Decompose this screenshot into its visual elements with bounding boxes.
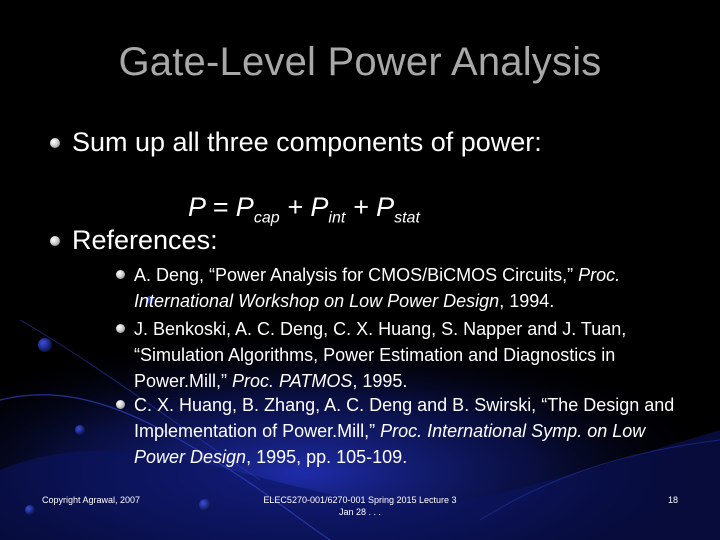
- reference-item: A. Deng, “Power Analysis for CMOS/BiCMOS Circuits,” Proc. International Workshop on Low Power Design, 1994.: [116, 262, 686, 314]
- sub-bullet-dot-icon: [116, 270, 125, 279]
- bullet-text: Sum up all three components of power:: [72, 127, 542, 157]
- footer-course-info: [230, 494, 490, 518]
- sub-bullet-dot-icon: [116, 324, 125, 333]
- equation-lhs: P: [188, 192, 206, 222]
- equation-plus: +: [345, 192, 377, 222]
- equation-term: P: [376, 192, 395, 222]
- sub-bullet-dot-icon: [116, 400, 125, 409]
- power-equation: [188, 192, 420, 227]
- slide-title: Gate-Level Power Analysis: [118, 40, 602, 84]
- bullet-dot-icon: [50, 138, 60, 148]
- reference-item: J. Benkoski, A. C. Deng, C. X. Huang, S. Napper and J. Tuan, “Simulation Algorithms, Power Estimation and Diagnostics in Power.Mill,” Proc. PATMOS, 1995.: [116, 316, 686, 394]
- equation-sub-stat: stat: [394, 209, 420, 227]
- equation-plus: +: [279, 192, 311, 222]
- bullet-dot-icon: [50, 236, 60, 246]
- equation-term: P: [235, 192, 254, 222]
- bullet-text: References:: [72, 225, 218, 255]
- reference-item: C. X. Huang, B. Zhang, A. C. Deng and B. Swirski, “The Design and Implementation of Power.Mill,” Proc. International Symp. on Low Power Design, 1995, pp. 105-109.: [116, 392, 686, 470]
- footer-date-line: Jan 28 . . .: [338, 507, 382, 517]
- equation-term: P: [310, 192, 329, 222]
- footer-course-line: ELEC5270-001/6270-001 Spring 2015 Lecture 3: [263, 495, 457, 505]
- equation-sub-int: int: [328, 209, 346, 227]
- equation-equals: =: [205, 192, 236, 222]
- equation-sub-cap: cap: [253, 209, 280, 227]
- footer-copyright: Copyright Agrawal, 2007: [42, 495, 141, 505]
- slide-number: 18: [667, 495, 678, 505]
